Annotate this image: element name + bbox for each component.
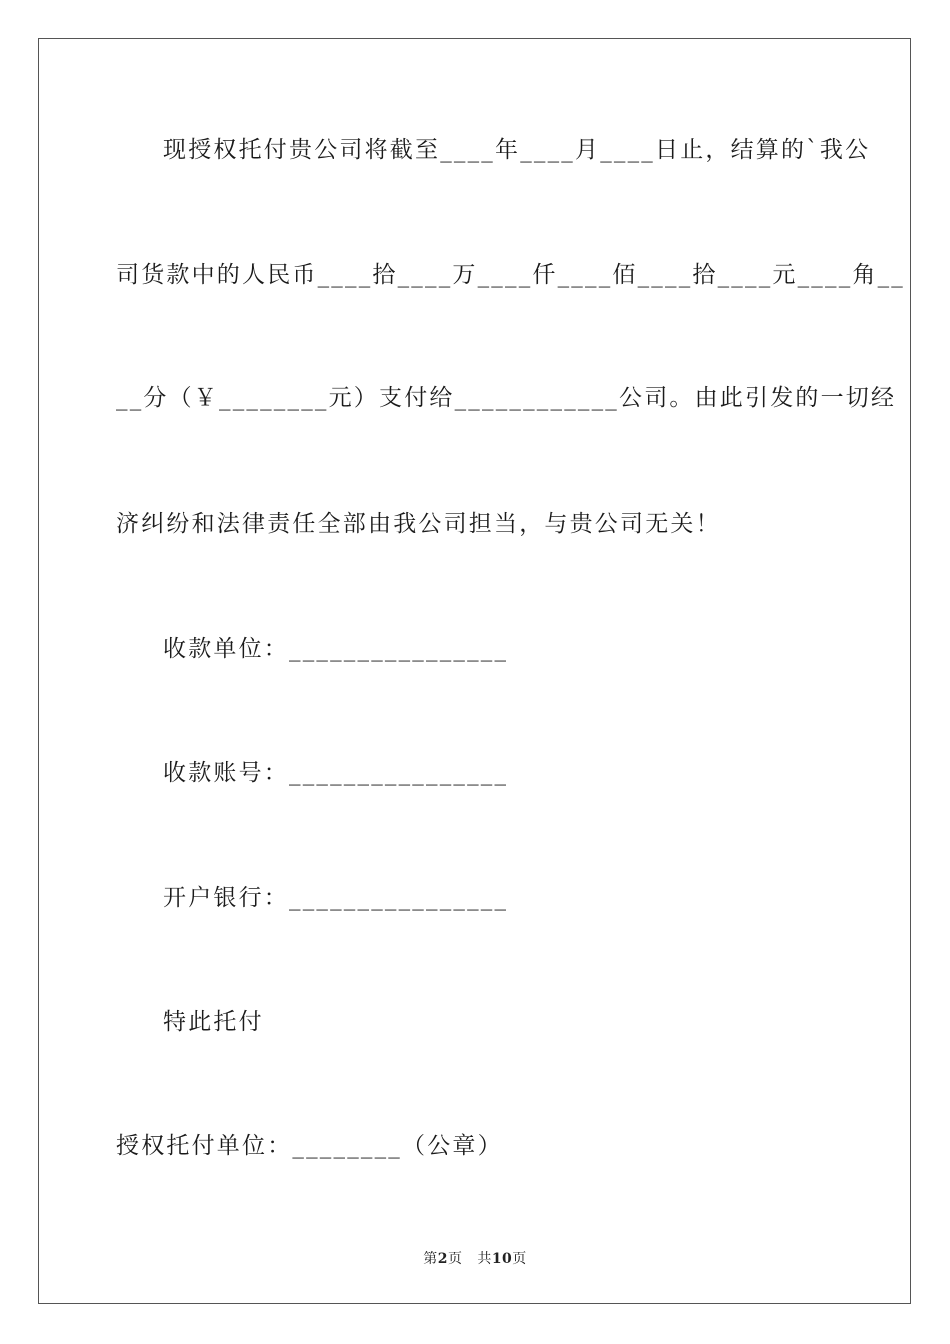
- field-label: 开户银行：: [163, 885, 289, 911]
- field-blank: ________________: [289, 760, 509, 786]
- page-label-suffix: 页: [447, 1251, 463, 1267]
- signature-line: 授权托付单位：________（公章）: [116, 1133, 503, 1159]
- field-label: 收款单位：: [163, 636, 289, 662]
- closing-text: 特此托付: [163, 1009, 264, 1035]
- total-suffix: 页: [512, 1251, 527, 1267]
- field-blank: ________________: [289, 636, 509, 662]
- paragraph-line-1: 现授权托付贵公司将截至____年____月____日止，结算的`我公: [163, 137, 871, 163]
- paragraph-line-3: __分（￥________元）支付给____________公司。由此引发的一切经: [116, 385, 897, 411]
- total-pages: 10: [491, 1251, 513, 1267]
- field-bank: [163, 883, 508, 913]
- page-border: [38, 38, 911, 1304]
- total-prefix: 共: [477, 1251, 492, 1267]
- paragraph-line-2: 司货款中的人民币____拾____万____仟____佰____拾____元____角__: [116, 262, 905, 288]
- page-label-prefix: 第: [423, 1251, 438, 1267]
- page-footer: [0, 1248, 950, 1268]
- page-number: 2: [437, 1251, 448, 1267]
- field-blank: ________________: [289, 885, 509, 911]
- field-receiving-account: [163, 758, 508, 788]
- field-label: 收款账号：: [163, 760, 289, 786]
- field-receiving-unit: [163, 634, 508, 664]
- paragraph-line-4: 济纠纷和法律责任全部由我公司担当，与贵公司无关！: [116, 511, 721, 537]
